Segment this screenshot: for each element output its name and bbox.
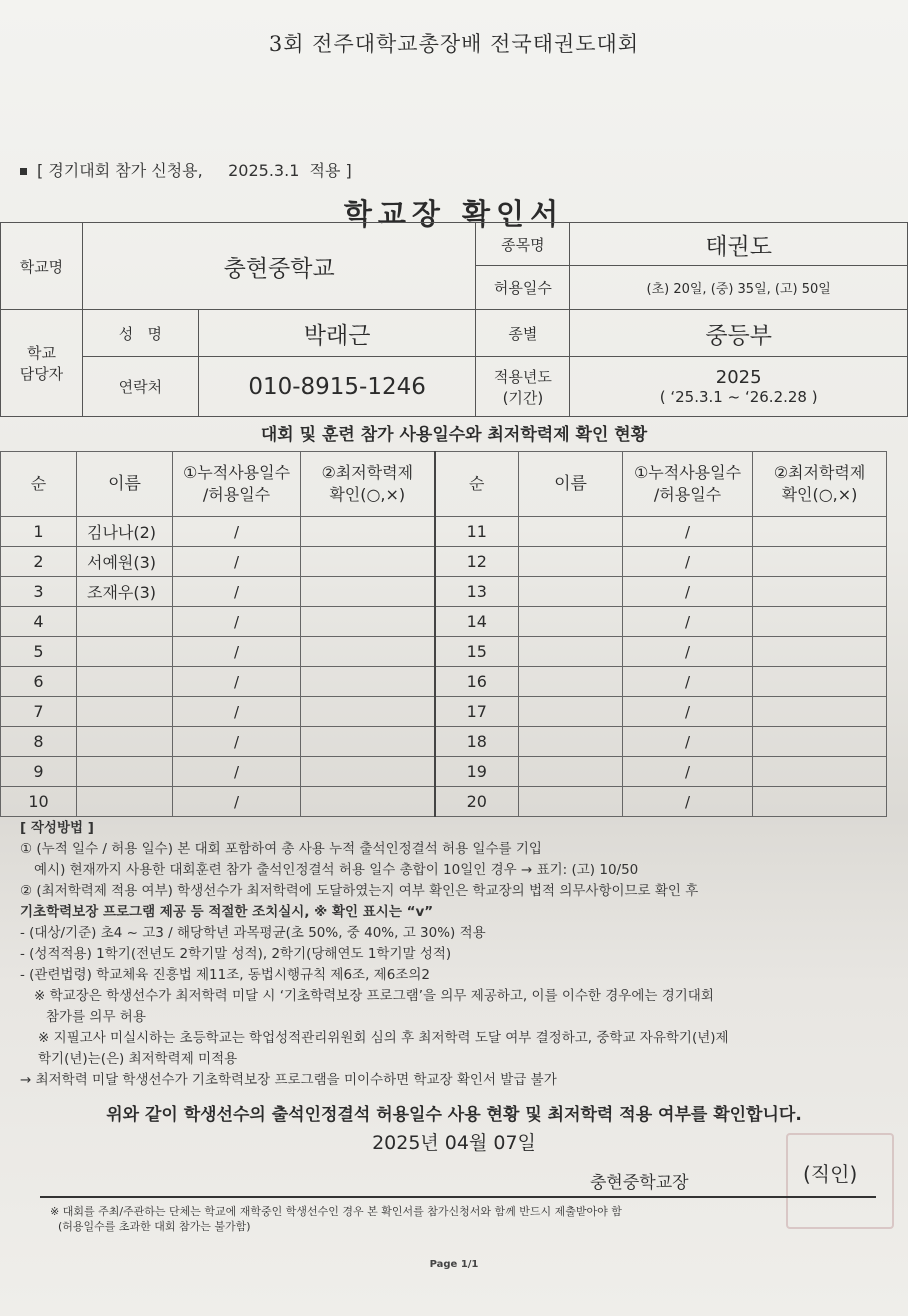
table-row xyxy=(1,757,887,787)
cell-days: / xyxy=(623,757,753,787)
cell-no: 18 xyxy=(435,727,519,757)
cell-check xyxy=(753,787,887,817)
cell-check xyxy=(301,757,435,787)
cell-name xyxy=(77,757,173,787)
cell-no: 16 xyxy=(435,667,519,697)
cell-days: / xyxy=(173,547,301,577)
table-row xyxy=(1,577,887,607)
cell-no: 20 xyxy=(435,787,519,817)
col-header-check-right xyxy=(753,452,887,517)
cell-days: / xyxy=(623,547,753,577)
cell-check xyxy=(301,667,435,697)
page-number: Page 1/1 xyxy=(429,1259,479,1270)
cell-name xyxy=(519,727,623,757)
cell-name: 김나나(2) xyxy=(77,517,173,547)
cell-days: / xyxy=(623,607,753,637)
cell-days: / xyxy=(173,757,301,787)
cell-days: / xyxy=(623,577,753,607)
footnote xyxy=(50,1204,890,1234)
table-row xyxy=(1,727,887,757)
cell-name xyxy=(519,787,623,817)
col-header-days-line1: ①누적사용일수 xyxy=(182,463,291,483)
year-label xyxy=(476,357,570,417)
col-header-no-right: 순 xyxy=(435,452,519,517)
col-header-days-right xyxy=(623,452,753,517)
cell-days: / xyxy=(623,637,753,667)
cell-name xyxy=(77,667,173,697)
cell-no: 5 xyxy=(1,637,77,667)
instructions-line: ※ 학교장은 학생선수가 최저학력 미달 시 ‘기초학력보장 프로그램’을 의무 제공하고, 이를 이수한 경우에는 경기대회 xyxy=(34,988,714,1004)
sport-value: 태권도 xyxy=(570,223,908,266)
document-title: 학교장 확인서 xyxy=(343,197,565,231)
cell-no: 6 xyxy=(1,667,77,697)
table-row xyxy=(1,667,887,697)
instructions-line: - (대상/기준) 초4 ~ 고3 / 해당학년 과목평균(초 50%, 중 40%, 고 30%) 적용 xyxy=(20,925,486,941)
contact-value: 010-8915-1246 xyxy=(198,357,476,417)
instructions-title: [ 작성방법 ] xyxy=(20,820,94,836)
cell-check xyxy=(753,547,887,577)
cell-check xyxy=(301,727,435,757)
cell-no: 13 xyxy=(435,577,519,607)
cell-no: 2 xyxy=(1,547,77,577)
cell-name xyxy=(519,547,623,577)
year-value-cell xyxy=(570,357,908,417)
col-header-check-line2: 확인(○,×) xyxy=(329,485,406,504)
cell-no: 7 xyxy=(1,697,77,727)
cell-no: 19 xyxy=(435,757,519,787)
col-header-days xyxy=(173,452,301,517)
col-header-days-line2: /허용일수 xyxy=(202,485,271,504)
cell-name: 조재우(3) xyxy=(77,577,173,607)
cell-days: / xyxy=(623,697,753,727)
cell-check xyxy=(301,547,435,577)
year-label-line1: 적용년도 xyxy=(493,367,552,386)
instructions-line: 학기(년)는(은) 최저학력제 미적용 xyxy=(38,1051,238,1067)
table-row xyxy=(1,637,887,667)
cell-name xyxy=(77,787,173,817)
col-header-check-line1: ②최저학력제 xyxy=(321,463,414,483)
cell-no: 17 xyxy=(435,697,519,727)
event-title: 3회 전주대학교총장배 전국태권도대회 xyxy=(268,32,640,56)
cell-no: 9 xyxy=(1,757,77,787)
cell-days: / xyxy=(173,607,301,637)
instructions xyxy=(20,818,890,1091)
sport-label: 종목명 xyxy=(476,223,570,266)
section-title: 대회 및 훈련 참가 사용일수와 최저학력제 확인 현황 xyxy=(260,425,648,445)
cell-days: / xyxy=(173,787,301,817)
cell-check xyxy=(301,577,435,607)
cell-check xyxy=(301,787,435,817)
cell-check xyxy=(301,637,435,667)
cell-days: / xyxy=(173,637,301,667)
cell-days: / xyxy=(623,517,753,547)
year-value: 2025 xyxy=(715,367,762,388)
cell-no: 3 xyxy=(1,577,77,607)
cell-name xyxy=(519,607,623,637)
col-header-check-right-line1: ②최저학력제 xyxy=(773,463,866,483)
category-label: 종별 xyxy=(476,310,570,357)
table-row xyxy=(1,787,887,817)
cell-name xyxy=(77,727,173,757)
staff-label-line1: 학교 xyxy=(26,344,56,362)
school-value: 충현중학교 xyxy=(82,223,476,310)
cell-no: 14 xyxy=(435,607,519,637)
cell-days: / xyxy=(173,667,301,697)
cell-name xyxy=(519,637,623,667)
cell-check xyxy=(753,637,887,667)
cell-check xyxy=(753,607,887,637)
staff-label xyxy=(1,310,83,417)
cell-days: / xyxy=(173,577,301,607)
cell-check xyxy=(753,727,887,757)
cell-days: / xyxy=(173,697,301,727)
period-value: ( ‘25.3.1 ~ ‘26.2.28 ) xyxy=(659,388,818,406)
cell-name xyxy=(77,637,173,667)
cell-no: 15 xyxy=(435,637,519,667)
col-header-name: 이름 xyxy=(77,452,173,517)
col-header-check xyxy=(301,452,435,517)
usage-table xyxy=(0,451,887,817)
cell-days: / xyxy=(623,727,753,757)
seal-label: (직인) xyxy=(803,1162,858,1186)
cell-name xyxy=(519,697,623,727)
instructions-line: ② (최저학력제 적용 여부) 학생선수가 최저학력에 도달하였는지 여부 확인은 학교장의 법적 의무사항이므로 확인 후 xyxy=(20,883,699,899)
cell-days: / xyxy=(173,727,301,757)
col-header-days-right-line2: /허용일수 xyxy=(653,485,722,504)
instructions-line: 기초학력보장 프로그램 제공 등 적절한 조치실시, ※ 확인 표시는 “v” xyxy=(20,904,434,920)
usage-table-body xyxy=(1,517,887,817)
apply-note xyxy=(20,158,352,181)
year-label-line2: (기간) xyxy=(502,388,544,407)
instructions-line: ※ 지필고사 미실시하는 초등학교는 학업성적관리위원회 심의 후 최저학력 도달 여부 결정하고, 중학교 자유학기(년)제 xyxy=(38,1030,729,1046)
cell-no: 4 xyxy=(1,607,77,637)
signer-name: 충현중학교장 xyxy=(590,1173,689,1193)
bullet-square-icon xyxy=(20,168,27,175)
table-row xyxy=(1,607,887,637)
instructions-line: → 최저학력 미달 학생선수가 기초학력보장 프로그램을 미이수하면 학교장 확인서 발급 불가 xyxy=(20,1072,557,1088)
cell-name xyxy=(519,517,623,547)
name-value: 박래근 xyxy=(198,310,476,357)
cell-days: / xyxy=(623,787,753,817)
cell-name: 서예원(3) xyxy=(77,547,173,577)
col-header-no: 순 xyxy=(1,452,77,517)
table-row xyxy=(1,517,887,547)
apply-note-text: [ 경기대회 참가 신청용, 2025.3.1 적용 ] xyxy=(37,161,352,180)
instructions-line: ① (누적 일수 / 허용 일수) 본 대회 포함하여 총 사용 누적 출석인정결석 허용 일수를 기입 xyxy=(20,841,542,857)
col-header-check-right-line2: 확인(○,×) xyxy=(781,485,858,504)
cell-no: 10 xyxy=(1,787,77,817)
issue-date: 2025년 04월 07일 xyxy=(372,1132,536,1154)
name-label: 성 명 xyxy=(82,310,198,357)
cell-name xyxy=(519,577,623,607)
footer-divider xyxy=(40,1196,876,1198)
instructions-line: 예시) 현재까지 사용한 대회훈련 참가 출석인정결석 허용 일수 총합이 10일인 경우 → 표기: (고) 10/50 xyxy=(34,862,639,878)
cell-no: 11 xyxy=(435,517,519,547)
cell-check xyxy=(753,697,887,727)
cell-no: 12 xyxy=(435,547,519,577)
col-header-days-right-line1: ①누적사용일수 xyxy=(633,463,742,483)
cell-days: / xyxy=(173,517,301,547)
cell-check xyxy=(753,757,887,787)
school-label: 학교명 xyxy=(1,223,83,310)
cell-name xyxy=(77,607,173,637)
cell-name xyxy=(77,697,173,727)
contact-label: 연락처 xyxy=(82,357,198,417)
footnote-line2: (허용일수를 초과한 대회 참가는 불가함) xyxy=(58,1220,251,1233)
footnote-line1: ※ 대회를 주최/주관하는 단체는 학교에 재학중인 학생선수인 경우 본 확인서를 참가신청서와 함께 반드시 제출받아야 함 xyxy=(50,1205,622,1218)
cell-days: / xyxy=(623,667,753,697)
info-table xyxy=(0,222,908,417)
confirmation-statement: 위와 같이 학생선수의 출석인정결석 허용일수 사용 현황 및 최저학력 적용 여부를 확인합니다. xyxy=(106,1105,802,1125)
instructions-line: - (관련법령) 학교체육 진흥법 제11조, 동법시행규칙 제6조, 제6조의2 xyxy=(20,967,430,983)
cell-no: 8 xyxy=(1,727,77,757)
cell-check xyxy=(301,607,435,637)
cell-name xyxy=(519,757,623,787)
cell-name xyxy=(519,667,623,697)
table-row xyxy=(1,547,887,577)
cell-check xyxy=(753,517,887,547)
cell-check xyxy=(753,577,887,607)
staff-label-line2: 담당자 xyxy=(19,365,64,383)
cell-check xyxy=(753,667,887,697)
col-header-name-right: 이름 xyxy=(519,452,623,517)
cell-no: 1 xyxy=(1,517,77,547)
cell-check xyxy=(301,517,435,547)
days-label: 허용일수 xyxy=(476,266,570,310)
cell-check xyxy=(301,697,435,727)
instructions-line: 참가를 의무 허용 xyxy=(46,1009,146,1025)
days-value: (초) 20일, (중) 35일, (고) 50일 xyxy=(570,266,908,310)
table-row xyxy=(1,697,887,727)
category-value: 중등부 xyxy=(570,310,908,357)
instructions-line: - (성적적용) 1학기(전년도 2학기말 성적), 2학기(당해연도 1학기말 성적) xyxy=(20,946,452,962)
